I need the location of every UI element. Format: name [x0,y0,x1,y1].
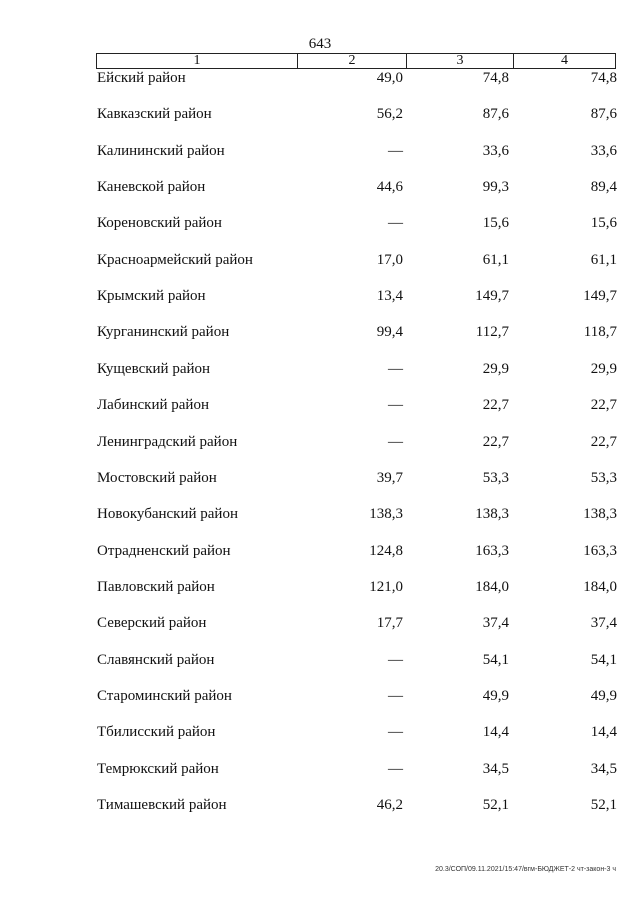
value-c2: 49,0 [376,70,403,86]
value-c3: 149,7 [475,288,509,305]
value-c3: 22,7 [482,433,509,450]
table-row [0,177,640,197]
value-c4: 149,7 [583,288,617,305]
value-c3: 112,7 [475,324,509,341]
district-name: Отрадненский район [97,542,231,559]
value-c2: — [388,687,403,704]
table-row [0,686,640,706]
header-col-2: 2 [297,54,406,68]
table-row [0,250,640,270]
header-col-3: 3 [406,54,513,68]
value-c4: 22,7 [590,397,617,414]
value-c3: 49,9 [482,687,509,704]
page-number: 643 [308,36,332,52]
district-name: Лабинский район [97,397,209,414]
table-row [0,577,640,597]
table-row [0,432,640,452]
value-c2: 17,7 [376,615,403,632]
table-row [0,359,640,379]
value-c2: 121,0 [369,578,403,595]
value-c3: 163,3 [475,542,509,559]
value-c4: 61,1 [590,251,617,268]
table-row [0,468,640,488]
value-c3: 138,3 [475,506,509,523]
value-c2: — [388,760,403,777]
value-c4: 53,3 [590,469,617,486]
district-name: Красноармейский район [97,251,253,268]
value-c2: 138,3 [369,506,403,523]
district-name: Староминский район [97,687,232,704]
table-row [0,722,640,742]
value-c2: 39,7 [376,469,403,486]
value-c2: — [388,724,403,741]
district-name: Крымский район [97,288,206,305]
value-c2: — [388,397,403,414]
value-c3: 22,7 [482,397,509,414]
value-c2: 99,4 [376,324,403,341]
value-c3: 61,1 [482,251,509,268]
value-c4: 89,4 [590,179,617,196]
table-row [0,795,640,815]
footer-stamp: 20.3/СОП/09.11.2021/15:47/вгм-БЮДЖЕТ-2 чт-закон-3 ч [435,866,616,873]
district-name: Тбилисский район [97,724,216,741]
table-row [0,286,640,306]
value-c3: 29,9 [482,360,509,377]
district-name: Ленинградский район [97,433,238,450]
value-c3: 87,6 [482,106,509,123]
value-c2: 13,4 [376,288,403,305]
value-c3: 37,4 [482,615,509,632]
value-c3: 54,1 [482,651,509,668]
district-name: Кавказский район [97,106,212,123]
header-col-1: 1 [193,53,201,68]
value-c4: 87,6 [590,106,617,123]
table-row [0,541,640,561]
value-c3: 52,1 [482,797,509,813]
table-row [0,104,640,124]
value-c4: 34,5 [590,760,617,777]
value-c4: 52,1 [590,797,617,813]
value-c3: 34,5 [482,760,509,777]
value-c4: 37,4 [590,615,617,632]
table-row [0,322,640,342]
district-name: Ейский район [97,70,186,86]
value-c3: 184,0 [475,578,509,595]
district-name: Тимашевский район [97,797,227,813]
district-name: Курганинский район [97,324,230,341]
value-c4: 49,9 [590,687,617,704]
value-c3: 99,3 [482,179,509,196]
value-c2: — [388,142,403,159]
value-c4: 14,4 [590,724,617,741]
table-row [0,504,640,524]
value-c4: 184,0 [583,578,617,595]
value-c3: 15,6 [482,215,509,232]
table-row [0,759,640,779]
value-c2: 56,2 [376,106,403,123]
district-name: Мостовский район [97,469,217,486]
district-name: Северский район [97,615,207,632]
district-name: Темрюкский район [97,760,219,777]
value-c4: 118,7 [583,324,617,341]
value-c3: 74,8 [482,70,509,86]
value-c3: 33,6 [482,142,509,159]
table-row [0,141,640,161]
value-c4: 74,8 [590,70,617,86]
table-row [0,613,640,633]
district-name: Калининский район [97,142,225,159]
value-c3: 14,4 [482,724,509,741]
value-c2: — [388,651,403,668]
district-name: Павловский район [97,578,215,595]
value-c4: 54,1 [590,651,617,668]
value-c2: 17,0 [376,251,403,268]
value-c2: 124,8 [369,542,403,559]
district-name: Славянский район [97,651,215,668]
value-c2: 46,2 [376,797,403,813]
table-row [0,68,640,88]
value-c2: — [388,215,403,232]
district-name: Каневской район [97,179,206,196]
district-name: Новокубанский район [97,506,238,523]
table-row [0,213,640,233]
table-row [0,650,640,670]
value-c4: 22,7 [590,433,617,450]
value-c4: 33,6 [590,142,617,159]
value-c3: 53,3 [482,469,509,486]
value-c2: — [388,433,403,450]
value-c2: 44,6 [376,179,403,196]
district-name: Кореновский район [97,215,222,232]
district-name: Кущевский район [97,360,211,377]
value-c4: 29,9 [590,360,617,377]
value-c2: — [388,360,403,377]
table-header [96,53,616,69]
value-c4: 15,6 [590,215,617,232]
table-row [0,395,640,415]
value-c4: 138,3 [583,506,617,523]
header-col-4: 4 [513,54,615,68]
value-c4: 163,3 [583,542,617,559]
